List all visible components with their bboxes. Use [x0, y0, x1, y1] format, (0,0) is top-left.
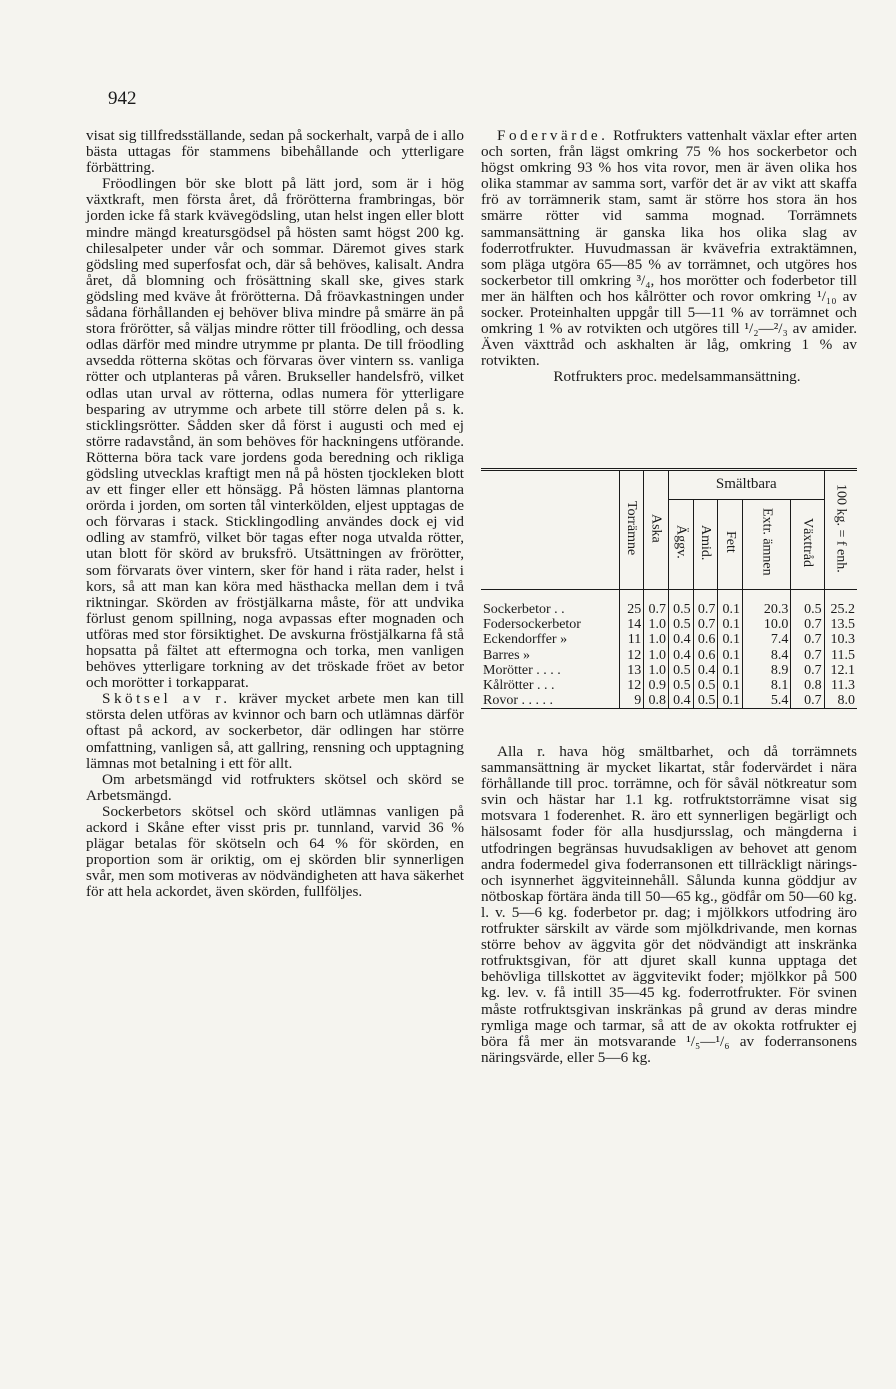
cell-aggv: 0.5 — [668, 663, 693, 678]
cell-extr: 20.3 — [743, 590, 791, 618]
table-row — [481, 693, 857, 709]
cell-fett: 0.1 — [718, 590, 743, 618]
cell-amid: 0.6 — [693, 632, 718, 647]
paragraph: Alla r. hava hög smältbarhet, och då torrämnets sammansättning är mycket likartat, står fodervärdet i nära förhållande till proc. torrämne, och för såväl nötkreatur som svin och hästar har 1.1 kg. rotfruktstorrämne visat sig motsvara 1 foderenhet. R. äro ett synnerligen begärligt och hälsosamt foder för alla husdjursslag, och mängderna i utfodringen begränsas huvudsakligen av behovet att genom andra fodermedel giva foderransonen ett tillräckligt närings- och isynnerhet äggviteinnehåll. Sålunda kunna göddjur av nötboskap förtära ända till 50—65 kg., gödfår om 50—60 kg. l. v. 5—6 kg. foderbetor pr. dag; i mjölkkors utfodring äro rotfrukter särskilt av värde som mjölkdrivande, men kornas större behov av äggvita gör det nödvändigt att inskränka rotfruktsgivan, för att djuret skall kunna upptaga det behövliga tillskottet av äggvitevikt foder; mjölkkor på 500 kg. lev. v. få intill 35—45 kg. foderrotfrukter. För svinen måste rotfruktsgivan inskränkas på grund av deras mindre rymliga mage och tarmar, så att de av okokta rotfrukter ej böra få mer än motsvarande ¹/₅—¹/₆ av foderransonens näringsvärde, eller 5—6 kg. — [481, 743, 857, 1066]
header-amid: Amid. — [693, 499, 718, 589]
cell-name: Eckendorffer » — [483, 632, 568, 648]
cell-extr: 8.9 — [743, 663, 791, 678]
table-caption: Rotfrukters proc. medelsammansättning. — [553, 368, 801, 386]
paragraph — [481, 128, 857, 369]
cell-fett: 0.1 — [718, 632, 743, 647]
cell-extr: 5.4 — [743, 693, 791, 709]
table-row — [481, 648, 857, 663]
table-row — [481, 590, 857, 618]
cell-aska: 1.0 — [644, 663, 669, 678]
cell-fenh: 25.2 — [824, 590, 857, 618]
cell-aska: 0.7 — [644, 590, 669, 618]
cell-amid: 0.6 — [693, 648, 718, 663]
cell-torr: 11 — [619, 632, 644, 647]
cell-torr: 9 — [619, 693, 644, 709]
cell-fett: 0.1 — [718, 693, 743, 709]
cell-vaxt: 0.8 — [791, 678, 824, 693]
cell-aggv: 0.5 — [668, 617, 693, 632]
cell-fett: 0.1 — [718, 617, 743, 632]
cell-amid: 0.4 — [693, 663, 718, 678]
right-column — [481, 128, 857, 386]
left-column — [86, 128, 464, 901]
cell-vaxt: 0.7 — [791, 663, 824, 678]
header-fett: Fett — [718, 499, 743, 589]
cell-aggv: 0.4 — [668, 693, 693, 709]
cell-amid: 0.5 — [693, 693, 718, 709]
paragraph — [86, 691, 464, 771]
cell-fenh: 13.5 — [824, 617, 857, 632]
nutrition-table — [481, 468, 857, 709]
cell-extr: 8.1 — [743, 678, 791, 693]
cell-fenh: 11.3 — [824, 678, 857, 693]
cell-amid: 0.5 — [693, 678, 718, 693]
cell-fenh: 11.5 — [824, 648, 857, 663]
cell-torr: 25 — [619, 590, 644, 618]
cell-extr: 10.0 — [743, 617, 791, 632]
cell-torr: 12 — [619, 648, 644, 663]
cell-name: Rovor . . . . . — [483, 693, 553, 709]
cell-aska: 0.8 — [644, 693, 669, 709]
paragraph-text: kräver mycket arbete men kan till största delen utföras av kvinnor och barn och utlämnas därför oftast på ackord, av sockerbetor, där odlingen har större omfattning, vanligen så, att gallring, rensning och upptagning lämnas mot betalning i ett för allt. — [86, 690, 464, 772]
header-torramne: Torrämne — [619, 470, 644, 590]
cell-aska: 1.0 — [644, 632, 669, 647]
cell-name: Kålrötter . . . — [483, 678, 555, 694]
header-aska: Aska — [644, 470, 669, 590]
cell-aska: 1.0 — [644, 648, 669, 663]
cell-name: Morötter . . . . — [483, 662, 561, 678]
table-body — [481, 590, 857, 709]
cell-fett: 0.1 — [718, 663, 743, 678]
cell-aggv: 0.5 — [668, 590, 693, 618]
cell-aska: 1.0 — [644, 617, 669, 632]
header-aggv: Äggv. — [668, 499, 693, 589]
cell-aggv: 0.4 — [668, 632, 693, 647]
cell-name: Barres » — [483, 647, 531, 663]
nutrition-table-wrapper — [481, 468, 857, 734]
header-fenh: 100 kg. = f enh. — [824, 470, 857, 590]
cell-extr: 7.4 — [743, 632, 791, 647]
paragraph-text: Rotfrukters vattenhalt växlar efter arten och sorten, från lägst omkring 75 % hos sockerbetor och högst omkring 93 % hos vita rovor, men är även olika hos olika stammar av samma sort, varför det är av vikt att skaffa frö av torrämnerik stam, samt är större hos stora än hos smärre rötter vid samma mognad. Torrämnets sammansättning är ganska lika hos olika slag av foderrotfrukter. Huvudmassan är kvävefria extraktämnen, som pläga utgöra 65—85 % av torrämnet, och utgöres hos sockerbetor till omkring ³/₄, hos morötter och foderbetor till mer än hälften och hos kålrötter och rovor omkring ¹/₁₀ av socker. Proteinhalten uppgår till 5—11 % av torrämnet och omkring 1 % av rotvikten och utgöres till ¹/₂—²/₃ av amider. Även växttråd och askhalten är låg, omkring 1 % av rotvikten. — [481, 127, 857, 370]
cell-aska: 0.9 — [644, 678, 669, 693]
header-extr: Extr. ämnen — [743, 499, 791, 589]
cell-fenh: 8.0 — [824, 693, 857, 709]
header-smaltbara: Smältbara — [668, 470, 824, 500]
cell-fett: 0.1 — [718, 678, 743, 693]
paragraph: Om arbetsmängd vid rotfrukters skötsel och skörd se Arbetsmängd. — [86, 770, 464, 804]
table-row — [481, 663, 857, 678]
cell-name: Fodersockerbetor — [483, 617, 581, 633]
paragraph: Sockerbetors skötsel och skörd utlämnas vanligen på ackord i Skåne efter visst pris pr. tunnland, varvid 36 % plägar betalas för skötseln och 64 % för skörden, en proportion som är oriktig, om ej skörden blir synnerligen svår, men som motiveras av nödvändigheten att hava säkerhet för att hela ackordet, även skörden, fullföljes. — [86, 802, 464, 901]
cell-name: Sockerbetor . . — [481, 590, 619, 618]
right-column-lower — [481, 744, 857, 1066]
cell-aggv: 0.5 — [668, 678, 693, 693]
cell-torr: 13 — [619, 663, 644, 678]
cell-torr: 12 — [619, 678, 644, 693]
spaced-lead: Skötsel av r. — [102, 690, 231, 708]
paragraph: visat sig tillfredsställande, sedan på sockerhalt, varpå de i allo bästa uttagas för stammens bibehållande och ytterligare förbättring. — [86, 127, 464, 177]
cell-amid: 0.7 — [693, 617, 718, 632]
cell-vaxt: 0.7 — [791, 693, 824, 709]
cell-amid: 0.7 — [693, 590, 718, 618]
cell-extr: 8.4 — [743, 648, 791, 663]
table-row — [481, 632, 857, 647]
spaced-lead: Fodervärde. — [497, 127, 609, 144]
cell-vaxt: 0.7 — [791, 648, 824, 663]
cell-fett: 0.1 — [718, 648, 743, 663]
header-vaxttrad: Växttråd — [791, 499, 824, 589]
table-row — [481, 617, 857, 632]
cell-fenh: 10.3 — [824, 632, 857, 647]
paragraph: Fröodlingen bör ske blott på lätt jord, som är i hög växtkraft, men första året, då frörötterna frambringas, bör jorden icke få stark kvävegödsling, utan helst ingen eller blott mindre mängd kreatursgödsel på hösten samt högst 200 kg. chilesalpeter under vår och sommar. Däremot gives stark gödsling med superfosfat och, där så behöves, kalisalt. Andra året, då blomning och frösättning skall ske, gives stark gödsling med kväve åt frörötterna. Då fröavkastningen under sådana förhållanden ej behöver bliva mindre på smärre än på stora frörötter, så väljas mindre rötter till fröodling, och dessa odlas därför med mindre utrymme pr planta. De till fröodling avsedda rötterna skötas och förvaras över vintern ss. vanliga rötter och utplanteras på våren. Brukseller handelsfrö, vilket odlas utan urval av rötterna, odlas numera för ytterligare besparing av utrymme och arbete till större delen på s. k. sticklingsrötter. Sådden sker då först i augusti och med ej större radavstånd, än som behöves för hackningens utförande. Rötterna böra tack vare jordens goda beredning och rikliga gödsling utvecklas kraftigt men nå på hösten tjockleken blott av ett finger eller ett hönsägg. På hösten lämnas plantorna orörda i jorden, om sorten tål vinterkölden, eljest upptagas de och förvaras i stack. Sticklingodling användes dock ej vid odling av stamfrö, vilket bör tagas efter noga utvalda rötter, utan blott för skörd av bruksfrö. Utsättningen av frörötter, som förvarats över vintern, sker för hand i räta rader, helst i kors, så att man kan köra med hästhacka mellan dem i två riktningar. Skörden av fröstjälkarna måste, för att undvika förlust genom spillning, noga avpassas efter mognaden och utföras med stor försiktighet. De avskurna fröstjälkarna få stå hopsatta på fältet att eftermogna och torka, men vanligen behöves ytterligare torkning av det tröskade fröet av betor och morötter i torkapparat. — [86, 175, 464, 692]
table-corner — [481, 470, 619, 590]
cell-vaxt: 0.5 — [791, 590, 824, 618]
cell-fenh: 12.1 — [824, 663, 857, 678]
table-row — [481, 678, 857, 693]
cell-vaxt: 0.7 — [791, 632, 824, 647]
cell-aggv: 0.4 — [668, 648, 693, 663]
cell-torr: 14 — [619, 617, 644, 632]
cell-vaxt: 0.7 — [791, 617, 824, 632]
page-number: 942 — [108, 88, 137, 109]
